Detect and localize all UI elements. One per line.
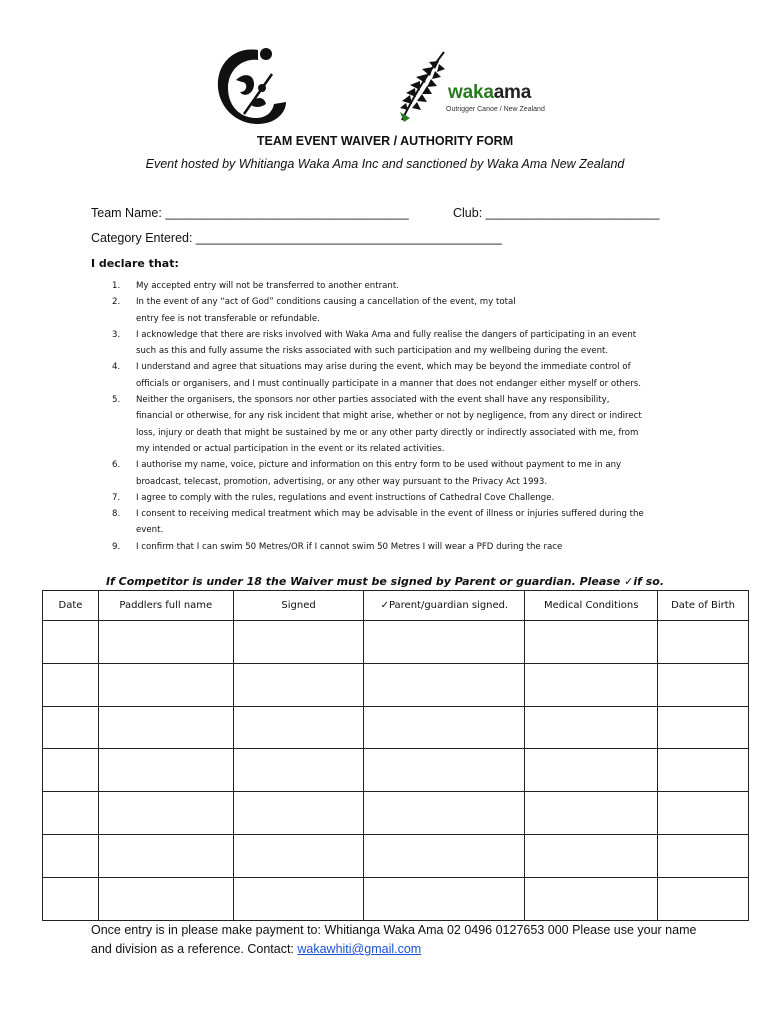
table-cell[interactable]: [98, 792, 233, 835]
declaration-number: 9.: [112, 541, 121, 552]
declaration-item: [108, 490, 688, 506]
table-cell[interactable]: [364, 663, 525, 706]
table-cell[interactable]: [364, 834, 525, 877]
declaration-item: [108, 457, 688, 490]
header-parent-guardian-signed: ✓Parent/guardian signed.: [364, 591, 525, 621]
declaration-line: financial or otherwise, for any risk incident that might arise, whether or not by negligence, from any direct or indirect: [136, 411, 642, 422]
contact-email-link[interactable]: wakawhiti@gmail.com: [297, 942, 422, 956]
declaration-item: [108, 327, 688, 360]
declaration-line: my intended or actual participation in the event or its related activities.: [136, 443, 445, 454]
table-cell[interactable]: [364, 792, 525, 835]
declaration-line: I consent to receiving medical treatment which may be advisable in the event of illness or injuries suffered during the: [136, 509, 644, 520]
header-medical-conditions: Medical Conditions: [525, 591, 658, 621]
table-cell[interactable]: [233, 792, 364, 835]
table-cell[interactable]: [98, 834, 233, 877]
waka-ama-wordmark: wakaama: [448, 82, 532, 103]
table-row: [43, 877, 749, 920]
table-cell[interactable]: [43, 621, 99, 664]
payment-footer: [91, 921, 711, 959]
waka-ama-tagline: Outrigger Canoe / New Zealand: [446, 106, 545, 113]
declaration-line: I confirm that I can swim 50 Metres/OR if I cannot swim 50 Metres I will wear a PFD during the race: [136, 541, 563, 552]
declaration-item: [108, 539, 688, 555]
header-paddlers-full-name: Paddlers full name: [98, 591, 233, 621]
declaration-line: I authorise my name, voice, picture and information on this entry form to be used without payment to me in any: [136, 460, 622, 471]
table-cell[interactable]: [233, 621, 364, 664]
table-row: [43, 749, 749, 792]
table-cell[interactable]: [364, 621, 525, 664]
declaration-number: 6.: [112, 460, 121, 471]
declaration-list: [108, 278, 688, 555]
table-cell[interactable]: [98, 663, 233, 706]
declaration-line: I agree to comply with the rules, regulations and event instructions of Cathedral Cove Challenge.: [136, 492, 555, 503]
table-cell[interactable]: [233, 706, 364, 749]
table-cell[interactable]: [525, 663, 658, 706]
under18-note: If Competitor is under 18 the Waiver must be signed by Parent or guardian. Please ✓if so.: [105, 575, 665, 588]
table-cell[interactable]: [525, 792, 658, 835]
declaration-line: loss, injury or death that might be sustained by me or any other party directly or indirectly associated with me, from: [136, 427, 639, 438]
form-subtitle: Event hosted by Whitianga Waka Ama Inc and sanctioned by Waka Ama New Zealand: [145, 157, 625, 171]
table-row: [43, 834, 749, 877]
table-cell[interactable]: [233, 663, 364, 706]
declaration-number: 1.: [112, 281, 121, 291]
table-cell[interactable]: [98, 877, 233, 920]
declaration-item: [108, 506, 688, 539]
club-field[interactable]: Club: _________________________: [453, 206, 660, 220]
table-cell[interactable]: [658, 621, 749, 664]
header-date: Date: [43, 591, 99, 621]
table-cell[interactable]: [98, 749, 233, 792]
declaration-item: [108, 359, 688, 392]
table-row: [43, 706, 749, 749]
declaration-line: I acknowledge that there are risks involved with Waka Ama and fully realise the dangers of participating in an event: [136, 329, 637, 340]
table-cell[interactable]: [658, 877, 749, 920]
declaration-line: officials or organisers, and I must continually participate in a manner that does not endanger either myself or others.: [136, 378, 642, 389]
declaration-number: 5.: [112, 395, 121, 406]
category-field[interactable]: Category Entered: ____________________________________________: [91, 231, 502, 245]
team-name-field[interactable]: Team Name: ___________________________________: [91, 206, 409, 220]
table-cell[interactable]: [233, 749, 364, 792]
table-cell[interactable]: [525, 706, 658, 749]
declaration-line: In the event of any “act of God” conditions causing a cancellation of the event, my total: [136, 297, 516, 308]
signature-table: [42, 590, 749, 921]
table-cell[interactable]: [658, 706, 749, 749]
table-cell[interactable]: [43, 792, 99, 835]
declaration-line: Neither the organisers, the sponsors nor other parties associated with the event shall have any responsibility,: [136, 395, 610, 406]
declaration-number: 2.: [112, 297, 121, 308]
declaration-line: such as this and fully assume the risks associated with such participation and my wellbeing during the event.: [136, 346, 609, 357]
table-cell[interactable]: [364, 706, 525, 749]
declaration-line: I understand and agree that situations may arise during the event, which may be beyond the immediate control of: [136, 362, 631, 373]
declaration-line: event.: [136, 525, 164, 536]
table-cell[interactable]: [233, 834, 364, 877]
declare-heading: I declare that:: [91, 257, 179, 270]
declaration-line: entry fee is not transferable or refundable.: [136, 313, 320, 324]
table-cell[interactable]: [658, 663, 749, 706]
declaration-number: 3.: [112, 329, 121, 340]
declaration-number: 7.: [112, 492, 121, 503]
table-cell[interactable]: [364, 877, 525, 920]
declaration-item: [108, 294, 688, 327]
footer-text: Once entry is in please make payment to: Whitianga Waka Ama 02 0496 0127653 000 Please use your name and division as a reference. Contact:: [91, 923, 697, 956]
paddler-emblem-icon: [214, 44, 288, 128]
table-cell[interactable]: [43, 706, 99, 749]
table-row: [43, 792, 749, 835]
table-cell[interactable]: [43, 663, 99, 706]
table-cell[interactable]: [98, 621, 233, 664]
table-cell[interactable]: [98, 706, 233, 749]
table-row: [43, 621, 749, 664]
table-cell[interactable]: [658, 749, 749, 792]
table-cell[interactable]: [233, 877, 364, 920]
table-cell[interactable]: [525, 834, 658, 877]
table-header-row: [43, 591, 749, 621]
fern-icon: [398, 48, 450, 124]
declaration-line: broadcast, telecast, promotion, advertising, or any other way pursuant to the Privacy Act 1993.: [136, 476, 548, 487]
table-row: [43, 663, 749, 706]
header-date-of-birth: Date of Birth: [658, 591, 749, 621]
table-cell[interactable]: [525, 877, 658, 920]
table-cell[interactable]: [658, 792, 749, 835]
table-cell[interactable]: [364, 749, 525, 792]
table-cell[interactable]: [525, 749, 658, 792]
declaration-item: [108, 278, 688, 294]
table-cell[interactable]: [43, 834, 99, 877]
club-logo: [214, 44, 288, 128]
declaration-item: [108, 392, 688, 457]
header-signed: Signed: [233, 591, 364, 621]
declaration-number: 8.: [112, 509, 121, 520]
waka-ama-logo: [398, 48, 558, 124]
declaration-number: 4.: [112, 362, 121, 373]
table-cell[interactable]: [43, 877, 99, 920]
table-cell[interactable]: [658, 834, 749, 877]
table-cell[interactable]: [525, 621, 658, 664]
table-cell[interactable]: [43, 749, 99, 792]
declaration-line: My accepted entry will not be transferred to another entrant.: [136, 281, 399, 291]
form-title: TEAM EVENT WAIVER / AUTHORITY FORM: [256, 134, 514, 148]
